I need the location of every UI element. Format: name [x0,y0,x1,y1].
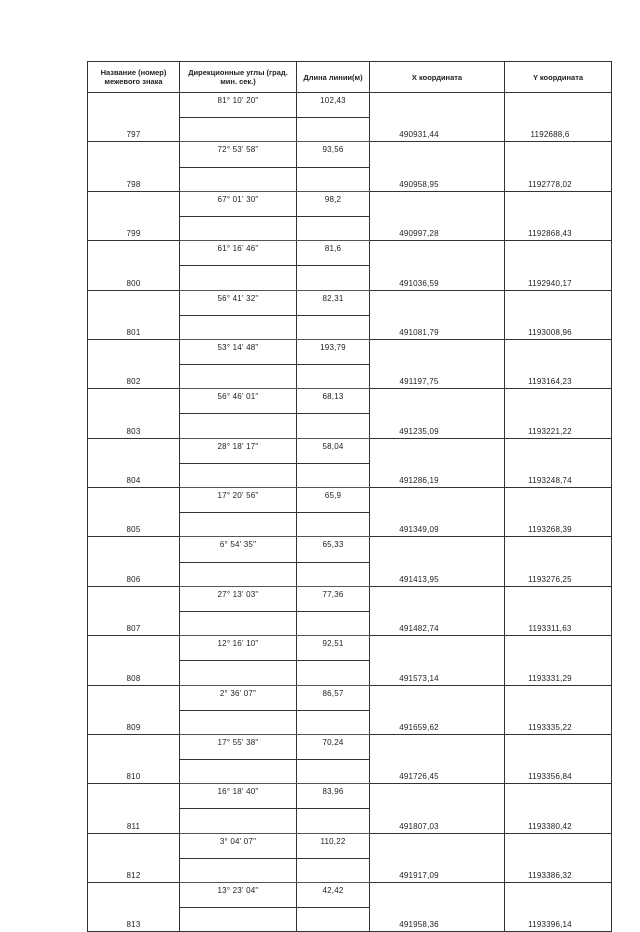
mark-cell [88,537,180,562]
direction-angle-cell: 27° 13' 03" [180,586,297,611]
line-length-cell: 42,42 [297,883,370,908]
y-coordinate-cell [505,537,612,562]
x-coordinate-cell: 491081,79 [370,315,505,339]
y-coordinate-cell [505,339,612,364]
boundary-mark-row [88,661,612,685]
mark-cell [88,241,180,266]
header-row [88,62,612,93]
y-coordinate-cell: 1193331,29 [505,661,612,685]
boundary-mark-row [88,908,612,932]
mark-cell [88,339,180,364]
mark-cell [88,389,180,414]
boundary-mark-row [88,167,612,191]
line-length-cell [297,414,370,438]
direction-angle-cell: 28° 18' 17" [180,438,297,463]
line-length-cell [297,216,370,240]
x-coordinate-cell [370,191,505,216]
line-length-cell: 81,6 [297,241,370,266]
mark-cell [88,93,180,118]
direction-angle-cell [180,760,297,784]
y-coordinate-cell: 1192868,43 [505,216,612,240]
direction-angle-cell [180,365,297,389]
x-coordinate-cell [370,290,505,315]
y-coordinate-cell [505,883,612,908]
line-length-cell: 65,33 [297,537,370,562]
y-coordinate-cell [505,636,612,661]
boundary-mark-row [88,858,612,882]
mark-cell [88,586,180,611]
x-coordinate-cell [370,734,505,759]
x-coordinate-cell [370,883,505,908]
boundary-mark-row [88,562,612,586]
x-coordinate-cell: 491235,09 [370,414,505,438]
mark-cell [88,883,180,908]
mark-number-cell: 810 [88,760,180,784]
mark-cell [88,290,180,315]
header-mark: Название (номер) межевого знака [88,62,180,93]
mark-number-cell: 812 [88,858,180,882]
direction-angle-cell [180,414,297,438]
x-coordinate-cell [370,586,505,611]
x-coordinate-cell [370,685,505,710]
y-coordinate-cell [505,833,612,858]
direction-angle-cell [180,611,297,635]
header-length: Длина линии(м) [297,62,370,93]
line-length-cell [297,266,370,290]
boundary-mark-row [88,809,612,833]
mark-cell [88,191,180,216]
direction-angle-cell [180,216,297,240]
mark-cell [88,685,180,710]
line-length-cell: 83,96 [297,784,370,809]
header-y: Y координата [505,62,612,93]
mark-number-cell: 805 [88,513,180,537]
x-coordinate-cell: 491349,09 [370,513,505,537]
line-length-cell: 58,04 [297,438,370,463]
line-length-cell [297,365,370,389]
x-coordinate-cell: 491807,03 [370,809,505,833]
direction-angle-cell [180,513,297,537]
direction-angle-cell [180,118,297,142]
direction-angle-cell [180,266,297,290]
mark-number-cell: 811 [88,809,180,833]
y-coordinate-cell [505,685,612,710]
x-coordinate-cell: 491659,62 [370,710,505,734]
y-coordinate-cell: 1192688,6 [505,118,612,142]
mark-number-cell: 804 [88,463,180,487]
x-coordinate-cell [370,241,505,266]
x-coordinate-cell: 491286,19 [370,463,505,487]
line-length-cell [297,167,370,191]
segment-row [88,636,612,661]
line-length-cell: 65,9 [297,488,370,513]
y-coordinate-cell: 1193248,74 [505,463,612,487]
line-length-cell: 77,36 [297,586,370,611]
direction-angle-cell: 56° 46' 01" [180,389,297,414]
direction-angle-cell: 17° 55' 38" [180,734,297,759]
segment-row [88,537,612,562]
direction-angle-cell: 16° 18' 40" [180,784,297,809]
direction-angle-cell [180,661,297,685]
x-coordinate-cell [370,389,505,414]
segment-row [88,241,612,266]
direction-angle-cell [180,809,297,833]
y-coordinate-cell: 1193221,22 [505,414,612,438]
y-coordinate-cell: 1193268,39 [505,513,612,537]
y-coordinate-cell [505,784,612,809]
boundary-mark-row [88,611,612,635]
x-coordinate-cell [370,636,505,661]
line-length-cell [297,661,370,685]
y-coordinate-cell [505,586,612,611]
y-coordinate-cell [505,241,612,266]
segment-row [88,586,612,611]
y-coordinate-cell: 1192940,17 [505,266,612,290]
direction-angle-cell [180,562,297,586]
line-length-cell [297,118,370,142]
mark-number-cell: 802 [88,365,180,389]
direction-angle-cell [180,908,297,932]
table-body [88,93,612,932]
x-coordinate-cell [370,833,505,858]
y-coordinate-cell: 1193380,42 [505,809,612,833]
direction-angle-cell: 67° 01' 30" [180,191,297,216]
mark-cell [88,734,180,759]
y-coordinate-cell [505,191,612,216]
mark-number-cell: 809 [88,710,180,734]
x-coordinate-cell [370,93,505,118]
line-length-cell: 102,43 [297,93,370,118]
direction-angle-cell: 81° 10' 20" [180,93,297,118]
header-x: X координата [370,62,505,93]
y-coordinate-cell [505,142,612,167]
boundary-mark-row [88,266,612,290]
segment-row [88,93,612,118]
segment-row [88,833,612,858]
y-coordinate-cell: 1193335,22 [505,710,612,734]
segment-row [88,191,612,216]
x-coordinate-cell: 490997,28 [370,216,505,240]
line-length-cell: 93,56 [297,142,370,167]
y-coordinate-cell: 1193356,84 [505,760,612,784]
x-coordinate-cell: 490931,44 [370,118,505,142]
boundary-mark-row [88,414,612,438]
line-length-cell [297,463,370,487]
boundary-mark-row [88,118,612,142]
y-coordinate-cell [505,438,612,463]
line-length-cell [297,858,370,882]
direction-angle-cell [180,858,297,882]
line-length-cell [297,315,370,339]
boundary-mark-row [88,365,612,389]
segment-row [88,488,612,513]
line-length-cell [297,908,370,932]
x-coordinate-cell [370,438,505,463]
boundary-mark-row [88,315,612,339]
mark-number-cell: 798 [88,167,180,191]
segment-row [88,883,612,908]
x-coordinate-cell: 491413,95 [370,562,505,586]
segment-row [88,685,612,710]
y-coordinate-cell: 1193386,32 [505,858,612,882]
line-length-cell: 98,2 [297,191,370,216]
y-coordinate-cell: 1192778,02 [505,167,612,191]
mark-number-cell: 801 [88,315,180,339]
mark-number-cell: 813 [88,908,180,932]
boundary-mark-row [88,463,612,487]
mark-number-cell: 808 [88,661,180,685]
mark-cell [88,142,180,167]
y-coordinate-cell [505,488,612,513]
mark-cell [88,438,180,463]
x-coordinate-cell: 491573,14 [370,661,505,685]
y-coordinate-cell: 1193396,14 [505,908,612,932]
direction-angle-cell: 61° 16' 46" [180,241,297,266]
y-coordinate-cell [505,290,612,315]
direction-angle-cell: 17° 20' 56" [180,488,297,513]
header-angle: Дирекционные углы (град. мин. сек.) [180,62,297,93]
y-coordinate-cell: 1193008,96 [505,315,612,339]
direction-angle-cell: 2° 36' 07" [180,685,297,710]
direction-angle-cell: 6° 54' 35" [180,537,297,562]
mark-cell [88,488,180,513]
line-length-cell [297,611,370,635]
line-length-cell [297,760,370,784]
direction-angle-cell [180,710,297,734]
line-length-cell [297,513,370,537]
y-coordinate-cell: 1193311,63 [505,611,612,635]
y-coordinate-cell [505,93,612,118]
direction-angle-cell: 3° 04' 07" [180,833,297,858]
line-length-cell [297,809,370,833]
mark-number-cell: 807 [88,611,180,635]
boundary-mark-row [88,513,612,537]
x-coordinate-cell: 490958,95 [370,167,505,191]
mark-number-cell: 799 [88,216,180,240]
direction-angle-cell: 13° 23' 04" [180,883,297,908]
mark-number-cell: 800 [88,266,180,290]
mark-number-cell: 797 [88,118,180,142]
direction-angle-cell: 53° 14' 48" [180,339,297,364]
y-coordinate-cell: 1193164,23 [505,365,612,389]
line-length-cell: 92,51 [297,636,370,661]
x-coordinate-cell: 491726,45 [370,760,505,784]
line-length-cell [297,562,370,586]
table-header [88,62,612,93]
y-coordinate-cell [505,389,612,414]
x-coordinate-cell [370,142,505,167]
line-length-cell [297,710,370,734]
line-length-cell: 70,24 [297,734,370,759]
x-coordinate-cell [370,339,505,364]
mark-cell [88,636,180,661]
x-coordinate-cell [370,784,505,809]
segment-row [88,438,612,463]
direction-angle-cell: 72° 53' 58" [180,142,297,167]
line-length-cell: 86,57 [297,685,370,710]
direction-angle-cell: 56° 41' 32" [180,290,297,315]
segment-row [88,734,612,759]
boundary-mark-row [88,760,612,784]
line-length-cell: 193,79 [297,339,370,364]
segment-row [88,389,612,414]
line-length-cell: 110,22 [297,833,370,858]
direction-angle-cell [180,463,297,487]
segment-row [88,339,612,364]
x-coordinate-cell: 491958,36 [370,908,505,932]
segment-row [88,784,612,809]
mark-number-cell: 803 [88,414,180,438]
direction-angle-cell [180,315,297,339]
x-coordinate-cell [370,537,505,562]
x-coordinate-cell [370,488,505,513]
segment-row [88,290,612,315]
x-coordinate-cell: 491036,59 [370,266,505,290]
boundary-mark-row [88,710,612,734]
x-coordinate-cell: 491917,09 [370,858,505,882]
x-coordinate-cell: 491482,74 [370,611,505,635]
boundary-coordinates-table [87,61,612,932]
boundary-mark-row [88,216,612,240]
segment-row [88,142,612,167]
mark-number-cell: 806 [88,562,180,586]
mark-cell [88,784,180,809]
direction-angle-cell [180,167,297,191]
line-length-cell: 82,31 [297,290,370,315]
line-length-cell: 68,13 [297,389,370,414]
mark-cell [88,833,180,858]
y-coordinate-cell [505,734,612,759]
x-coordinate-cell: 491197,75 [370,365,505,389]
direction-angle-cell: 12° 16' 10" [180,636,297,661]
y-coordinate-cell: 1193276,25 [505,562,612,586]
